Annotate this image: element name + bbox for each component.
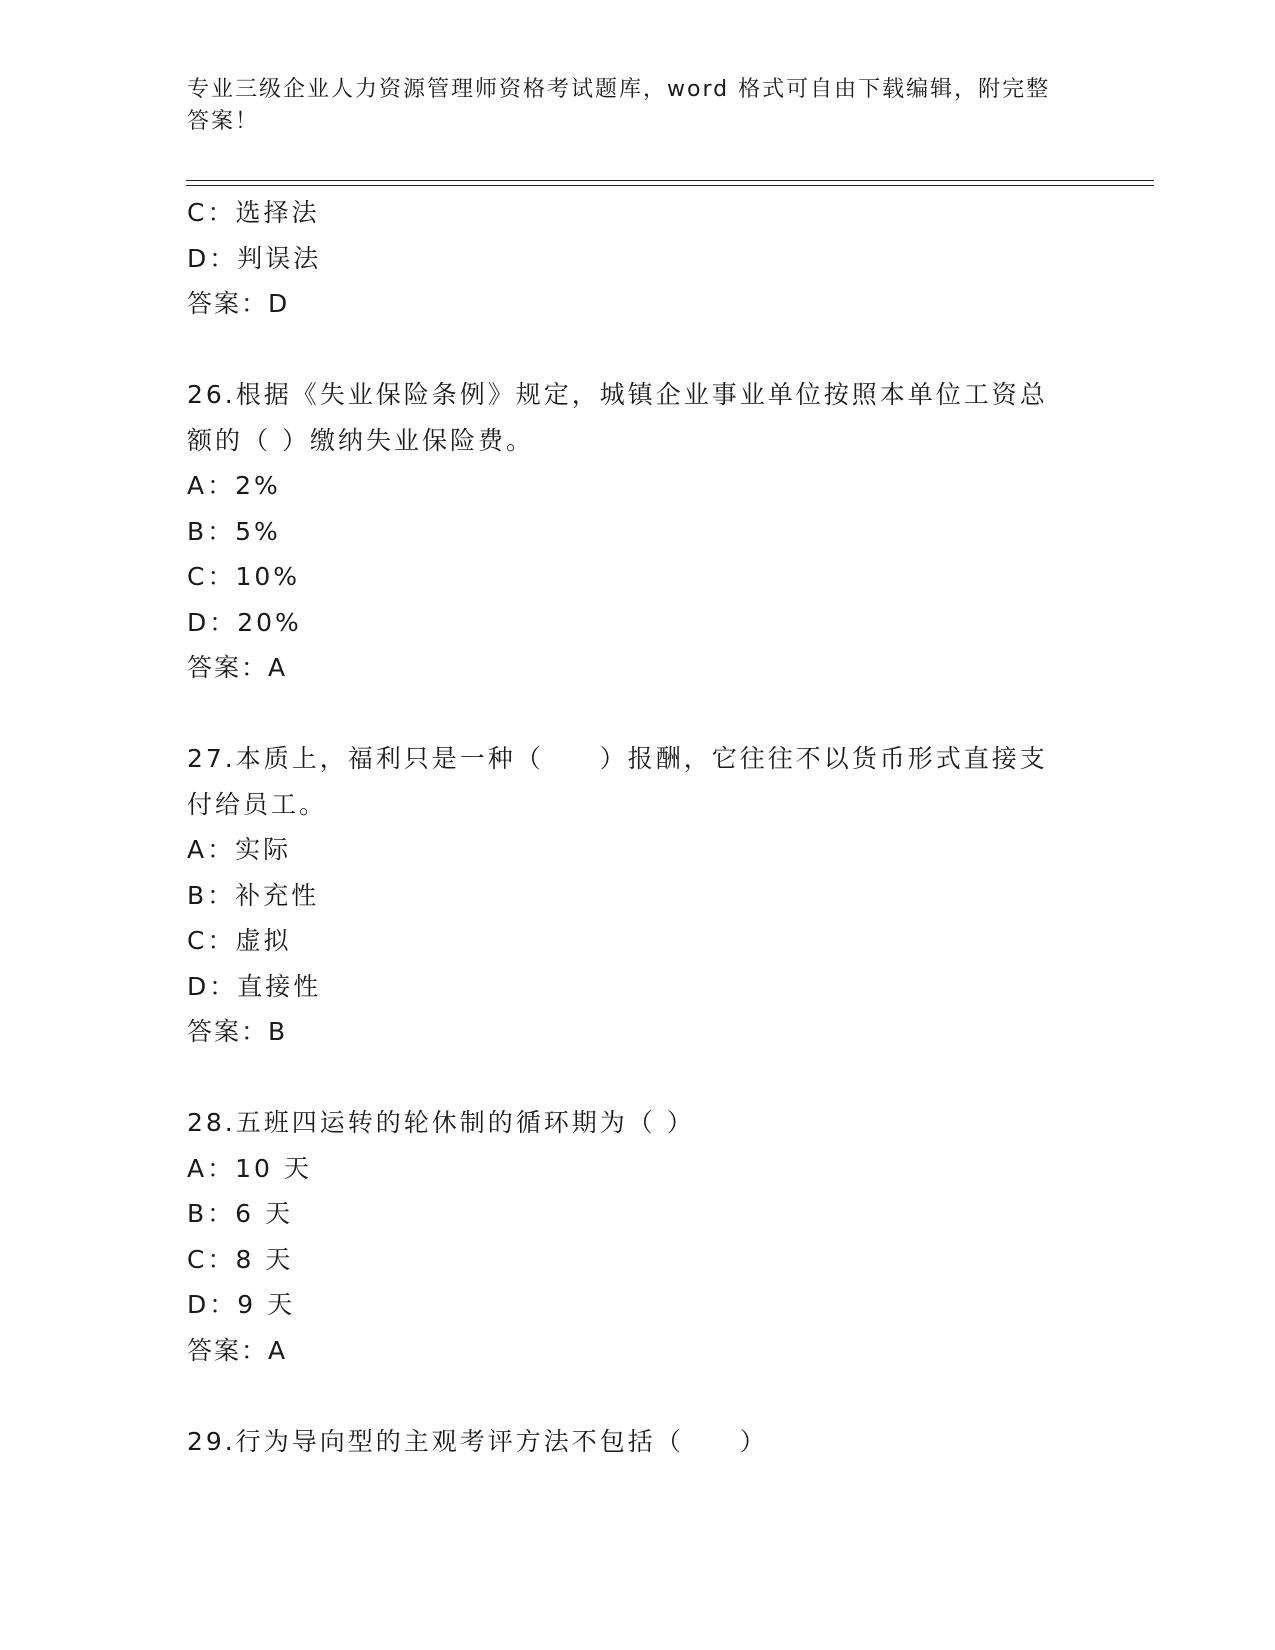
option-c: C：选择法 <box>187 198 320 227</box>
question-28 <box>187 1100 1087 1373</box>
previous-question-tail <box>187 190 1087 327</box>
option-a: A：10 天 <box>187 1153 312 1183</box>
option-d: D：9 天 <box>187 1290 296 1319</box>
option-a: A：实际 <box>187 835 292 864</box>
answer-line: 答案：A <box>187 1335 288 1365</box>
question-27 <box>187 736 1087 1055</box>
option-c: C：8 天 <box>187 1244 294 1274</box>
question-stem-line: 26.根据《失业保险条例》规定，城镇企业事业单位按照本单位工资总 <box>187 380 1048 409</box>
option-b: B：补充性 <box>187 880 320 910</box>
answer-line: 答案：D <box>187 289 290 318</box>
option-d: D：直接性 <box>187 971 322 1001</box>
option-a: A：2% <box>187 471 281 500</box>
question-list <box>187 190 1087 1464</box>
question-stem-line: 付给员工。 <box>187 789 328 819</box>
header-line-1: 专业三级企业人力资源管理师资格考试题库，word 格式可自由下载编辑，附完整 <box>187 77 1051 102</box>
header-line-2: 答案！ <box>187 109 260 134</box>
question-stem-line: 27.本质上，福利只是一种（ ）报酬，它往往不以货币形式直接支 <box>187 744 1048 773</box>
option-b: B：6 天 <box>187 1199 294 1228</box>
option-c: C：虚拟 <box>187 926 292 955</box>
question-stem-line: 29.行为导向型的主观考评方法不包括（ ） <box>187 1426 768 1456</box>
question-stem-line: 28.五班四运转的轮休制的循环期为（ ） <box>187 1108 695 1137</box>
option-d: D：20% <box>187 607 302 637</box>
question-29 <box>187 1419 1087 1465</box>
question-stem-line: 额的（ ）缴纳失业保险费。 <box>187 425 534 455</box>
question-26 <box>187 372 1087 691</box>
header-divider-bottom <box>186 185 1154 186</box>
answer-line: 答案：A <box>187 653 288 682</box>
option-b: B：5% <box>187 516 281 546</box>
option-c: C：10% <box>187 562 301 591</box>
document-header <box>187 74 1087 138</box>
answer-line: 答案：B <box>187 1017 288 1046</box>
header-divider-top <box>186 180 1154 181</box>
option-d: D：判误法 <box>187 243 322 273</box>
